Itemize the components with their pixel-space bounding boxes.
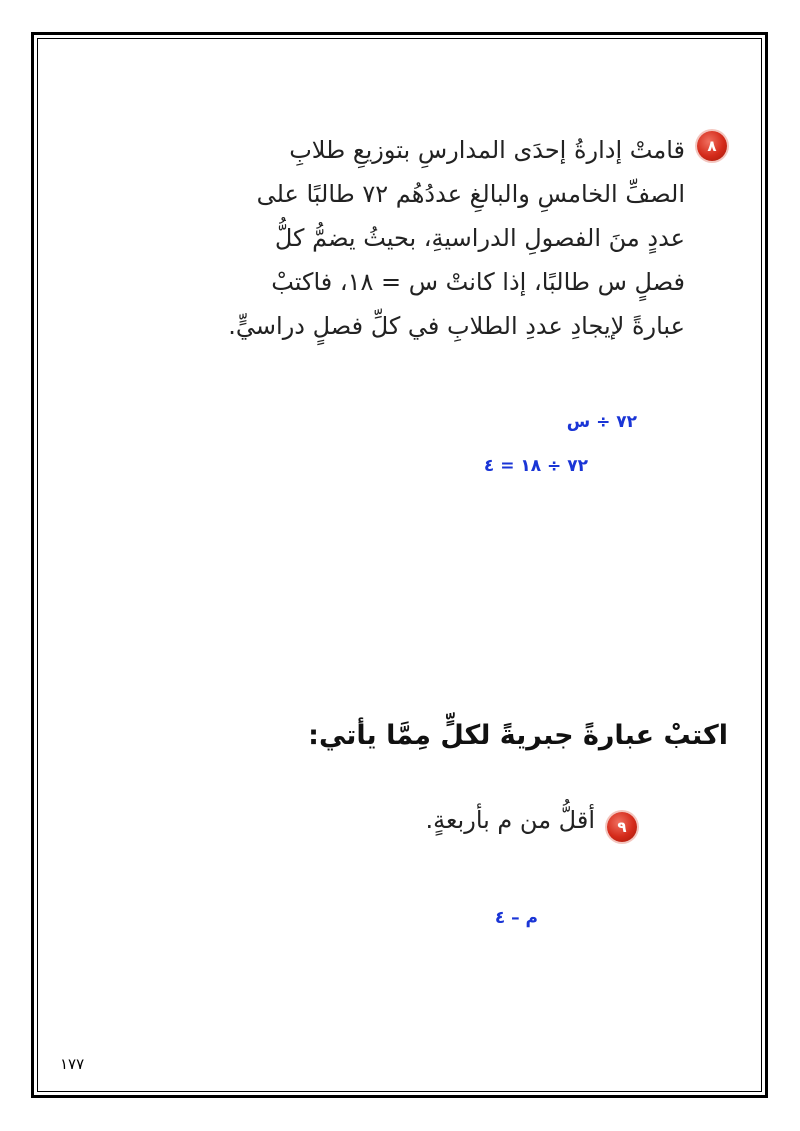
problem-8-number-badge: ٨	[697, 131, 727, 161]
page-number: ١٧٧	[60, 1055, 85, 1073]
problem-8-line-4: فصلٍ س طالبًا، إذا كانتْ س = ١٨، فاكتبْ	[271, 268, 685, 296]
section-heading: اكتبْ عبارةً جبريةً لكلٍّ مِمَّا يأتي:	[308, 720, 728, 751]
problem-9-number-badge: ٩	[607, 812, 637, 842]
problem-9-answer: م – ٤	[494, 908, 538, 928]
problem-8-line-2: الصفِّ الخامسِ والبالغِ عددُهُم ٧٢ طالبًا على	[256, 180, 685, 208]
problem-8-text	[167, 128, 727, 348]
problem-8-line-1: قامتْ إدارةُ إحدَى المدارسِ بتوزيعِ طلابِ	[289, 136, 685, 164]
problem-8-line-3: عددٍ منَ الفصولِ الدراسيةِ، بحيثُ يضمُّ كلُّ	[274, 224, 685, 252]
problem-8-answer-evaluation: ٧٢ ÷ ١٨ = ٤	[483, 456, 588, 476]
problem-8-line-5: عبارةً لإيجادِ عددِ الطلابِ في كلِّ فصلٍ دراسيٍّ.	[228, 312, 685, 340]
problem-9-text: أقلُّ من م بأربعةٍ.	[425, 806, 595, 834]
problem-8-answer-expression: ٧٢ ÷ س	[566, 412, 637, 432]
